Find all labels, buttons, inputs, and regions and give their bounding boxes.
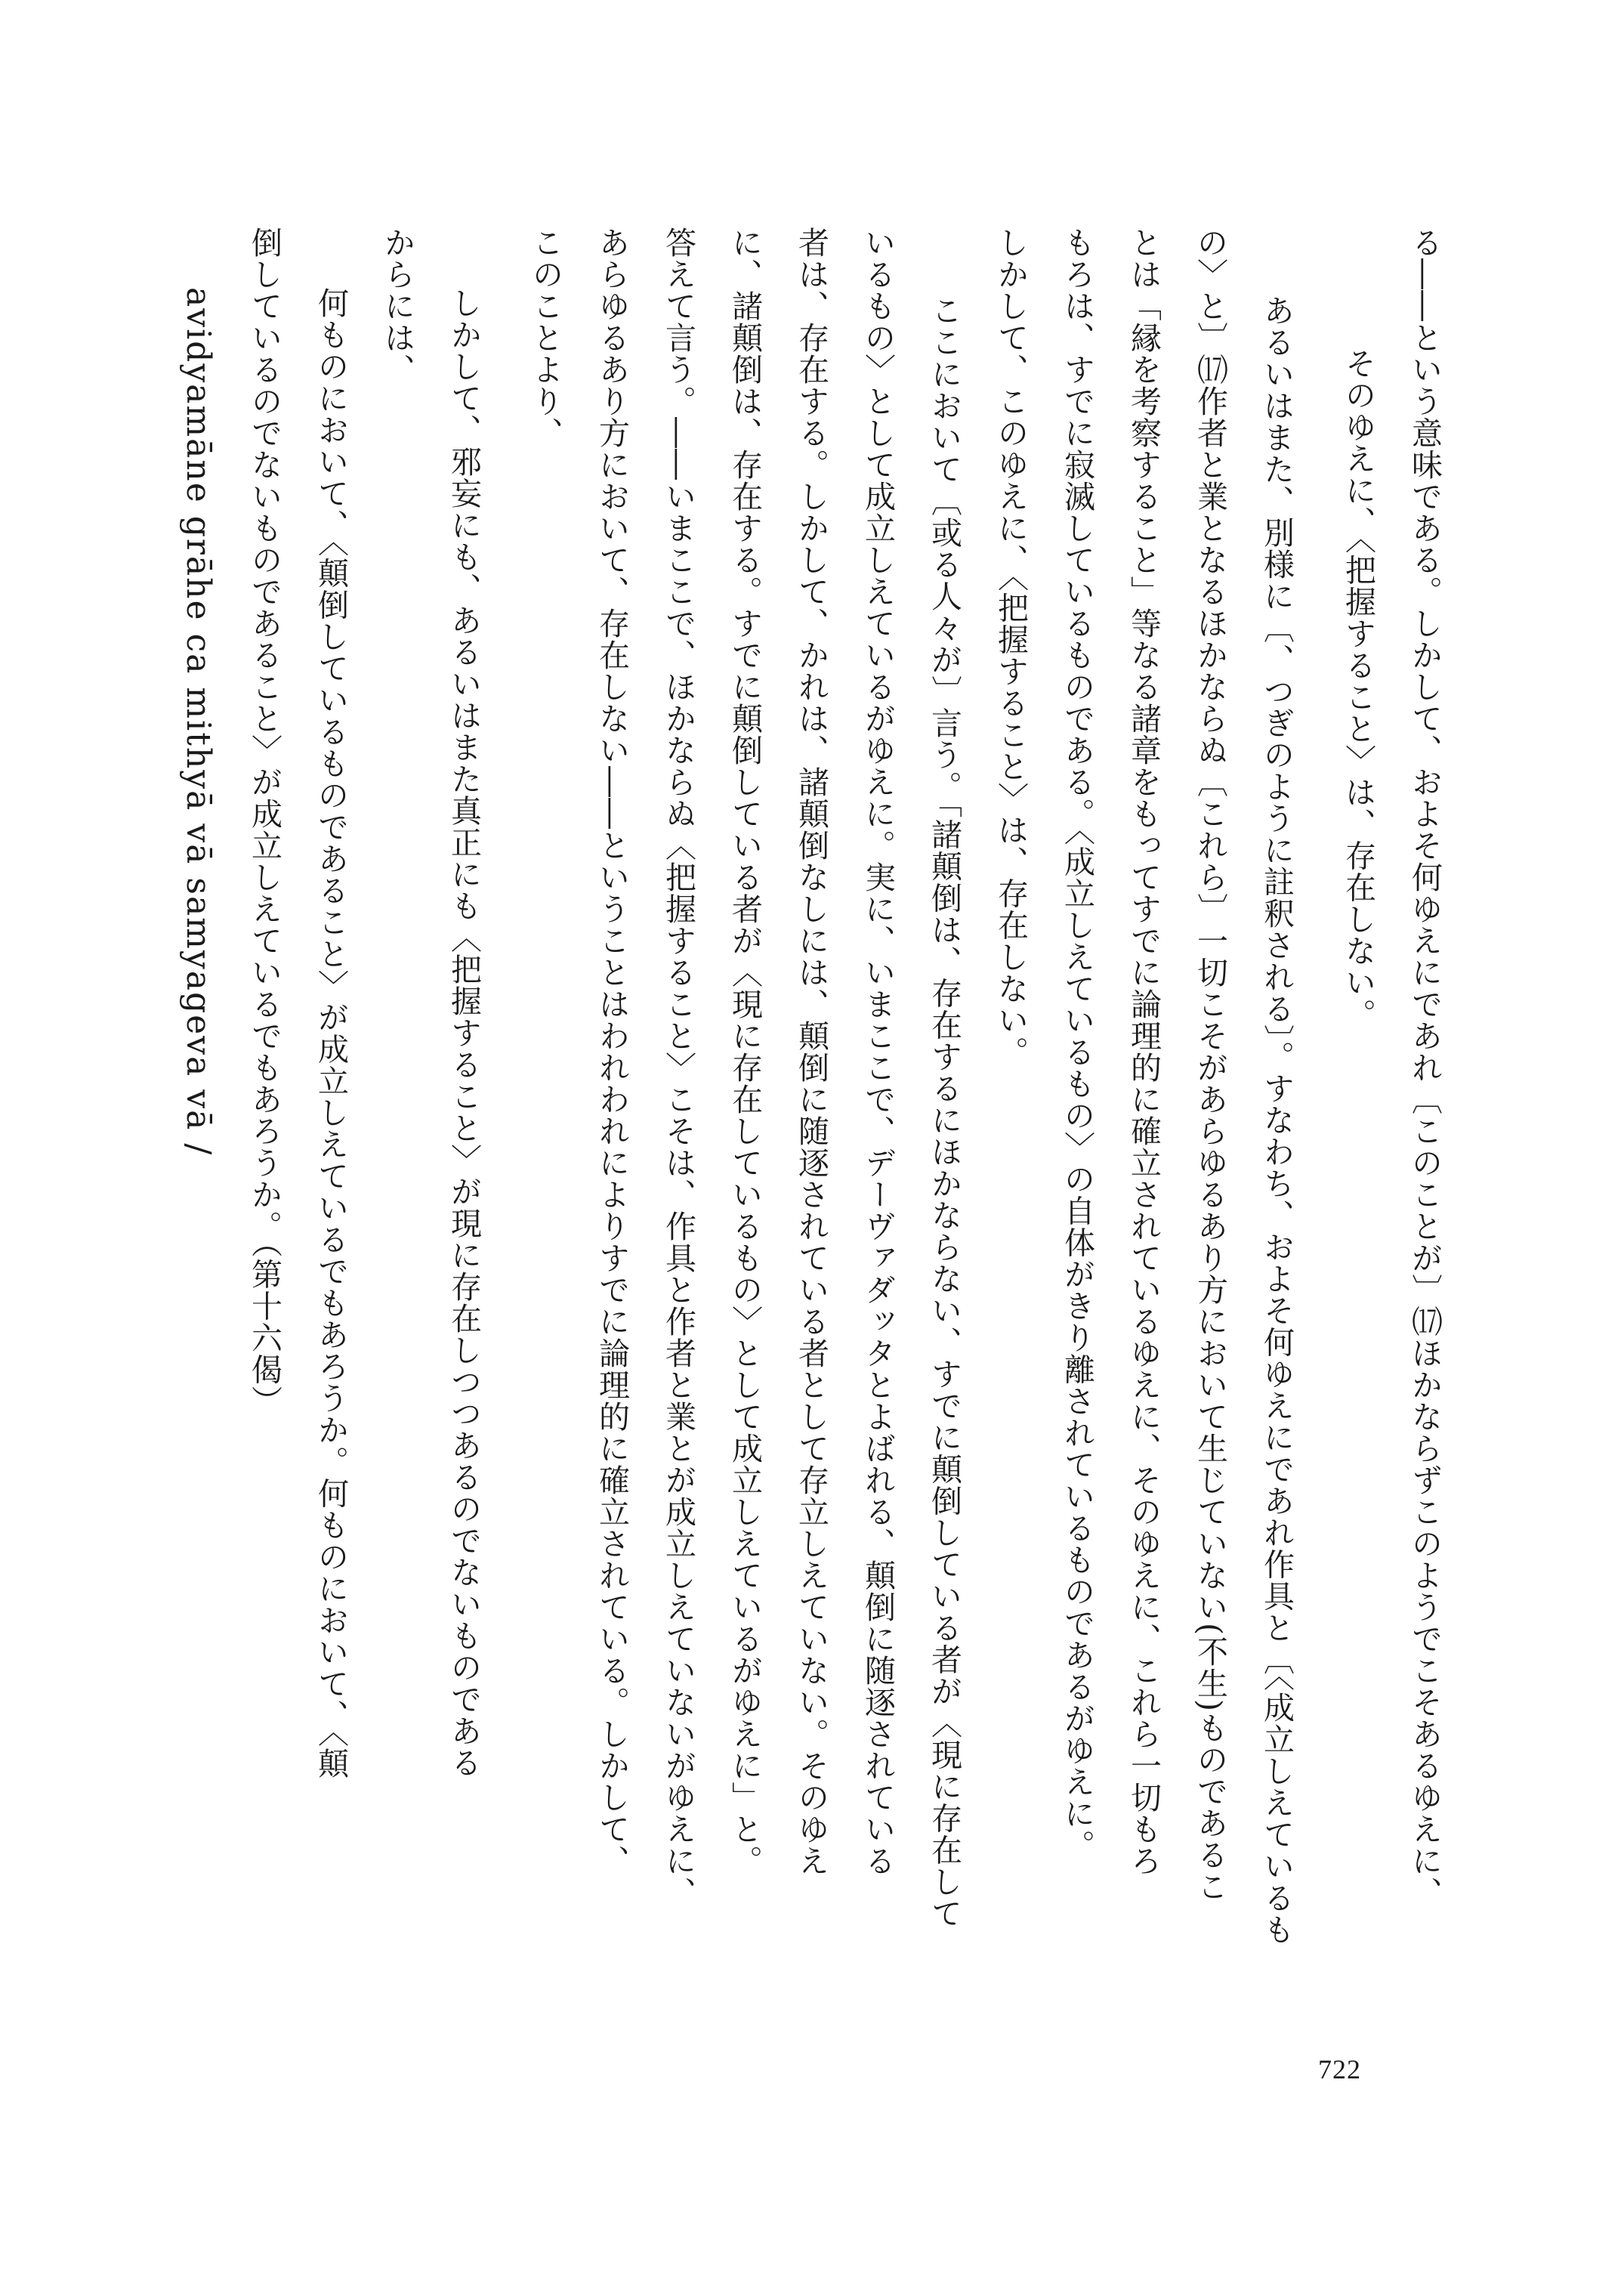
- verse-line: 何ものにおいて、〈顛倒しているものであること〉が成立しえているでもあろうか。何ものにおいて、〈顛: [313, 287, 349, 1779]
- text-line: 答えて言う。――いまここで、ほかならぬ〈把握すること〉こそは、作具と作者と業とが成立しえていないがゆえに、: [660, 227, 696, 1908]
- text-line: ここにおいて〔或る人々が〕言う。「諸顛倒は、存在するにほかならない、すでに顛倒している者が〈現に存在して: [926, 295, 962, 1930]
- sanskrit-line: avidyamāne grāhe ca mithyā vā samyageva vā /: [179, 287, 218, 1157]
- text-line: る――という意味である。しかして、およそ何ゆえにであれ〔このことが〕⒄ほかならずこのようでこそあるゆえに、: [1406, 227, 1443, 1908]
- text-line: もろは、すでに寂滅しているものである。〈成立しえているもの〉の自体がきり離されているものであるがゆえに。: [1059, 227, 1095, 1862]
- verse-gap: [497, 227, 512, 2010]
- page-number: 722: [1318, 2054, 1361, 2084]
- text-line: このことより、: [527, 227, 563, 449]
- vertical-text-body: [165, 227, 1458, 2010]
- text-line: しかして、このゆえに、〈把握すること〉は、存在しない。: [993, 227, 1029, 1068]
- text-line: あらゆるあり方において、存在しない――ということはわれわれによりすでに論理的に確立されている。しかして、: [594, 227, 630, 1877]
- paragraph-gap: [1310, 227, 1325, 2010]
- verse-line: からには、: [379, 227, 415, 385]
- text-line: そのゆえに、〈把握すること〉は、存在しない。: [1340, 348, 1376, 1031]
- text-line: いるもの〉として成立しえているがゆえに。実に、いまここで、デーヴァダッタとよばれる、顛倒に随逐されている: [860, 227, 896, 1877]
- text-line: あるいはまた、別様に〔、つぎのように註釈される〕。すなわち、およそ何ゆえにであれ作具と〔〈成立しえているも: [1258, 295, 1295, 1945]
- verse-line: 倒しているのでないものであること〉が成立しえているでもあろうか。（第十六偈）: [246, 227, 283, 1417]
- text-line: の〉と〕⒄作者と業となるほかならぬ〔これら〕一切こそがあらゆるあり方において生じていない(不生)ものであるこ: [1192, 227, 1228, 1902]
- verse-line: しかして、邪妄にも、あるいはまた真正にも〈把握すること〉が現に存在しつつあるのでないものである: [446, 287, 482, 1778]
- text-line: とは「縁を考察すること」等なる諸章をもってすでに論理的に確立されているゆえに、そのゆえに、これら一切もろ: [1125, 227, 1162, 1877]
- text-line: に、諸顛倒は、存在する。すでに顛倒している者が〈現に存在しているもの〉として成立しえているがゆえに」と。: [727, 227, 763, 1877]
- text-line: 者は、存在する。しかして、かれは、諸顛倒なしには、顛倒に随逐されている者として存立しえていない。そのゆえ: [793, 227, 829, 1877]
